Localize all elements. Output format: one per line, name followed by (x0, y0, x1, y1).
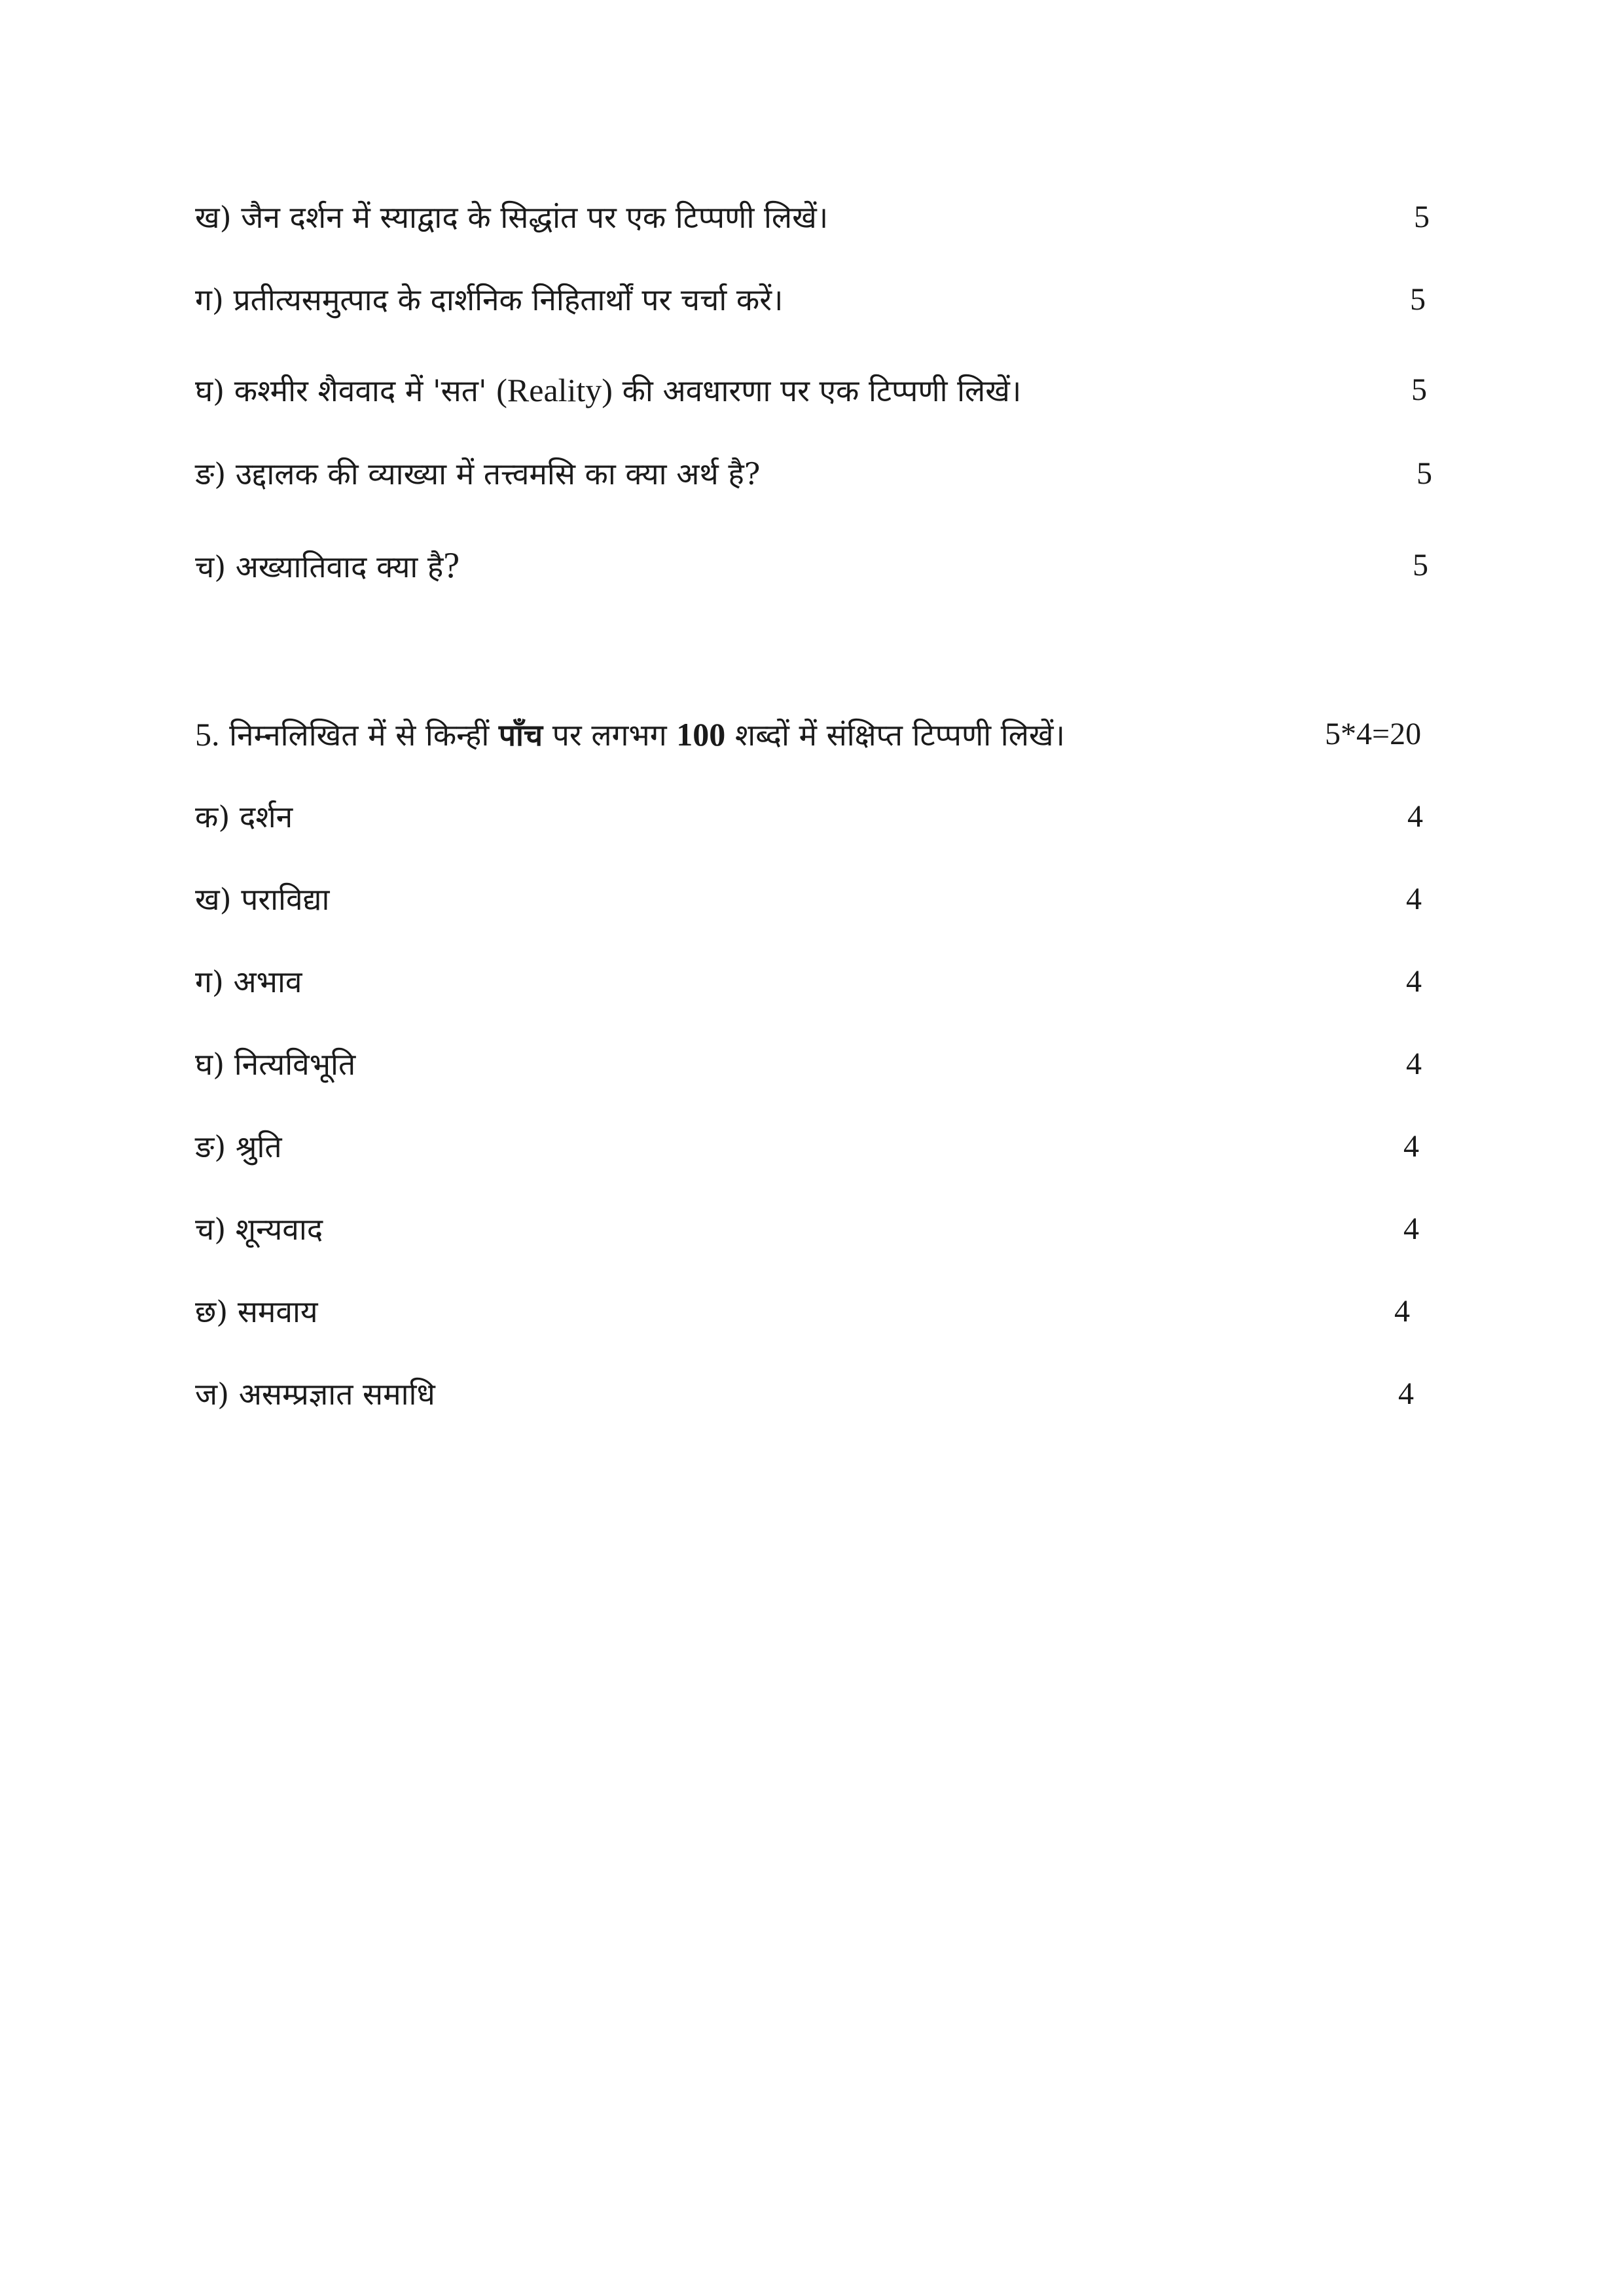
item-marks: 4 (1398, 1376, 1414, 1411)
item-text: च) शून्यवाद (195, 1211, 323, 1247)
item-text: ख) पराविद्या (195, 882, 330, 917)
question-text-part: निम्नलिखित में से किन्हीं (219, 717, 499, 753)
question-text (195, 708, 1065, 761)
item-marks: 4 (1403, 1211, 1419, 1246)
item-text: क) दर्शन (195, 799, 293, 834)
item-marks: 4 (1394, 1294, 1410, 1329)
question-marks: 5 (1410, 282, 1426, 317)
question-text-part: पर लगभग (543, 717, 677, 753)
question-text (195, 539, 460, 593)
item-text: ङ) श्रुति (195, 1129, 282, 1164)
question-text-bold: पाँच (498, 717, 543, 753)
question-text-part: की अवधारणा पर एक टिप्पणी लिखें। (612, 373, 1022, 408)
question-text-part: घ) कश्मीर शैववाद में 'सत' (195, 373, 497, 408)
question-text (195, 364, 1021, 417)
question-marks: 5 (1414, 200, 1430, 234)
item-text: ग) अभाव (195, 964, 302, 999)
question-marks: 5 (1416, 456, 1432, 491)
item-text: घ) नित्यविभूति (195, 1047, 356, 1082)
question-text: ङ) उद्दालक की व्याख्या में तत्त्वमसि का क्या अर्थ है? (195, 456, 761, 492)
item-marks: 4 (1406, 964, 1422, 999)
question-text-part: च) अख्यातिवाद क्या है (195, 549, 444, 584)
item-text: ज) असम्प्रज्ञात समाधि (195, 1376, 435, 1412)
item-marks: 4 (1403, 1129, 1419, 1164)
question-text: ग) प्रतीत्यसमुत्पाद के दार्शनिक निहितार्थों पर चर्चा करें। (195, 282, 784, 317)
question-total-marks: 5*4=20 (1325, 717, 1422, 751)
question-marks: 5 (1413, 548, 1428, 583)
question-text-latin: (Reality) (496, 372, 613, 408)
question-marks: 5 (1411, 372, 1427, 407)
question-text-bold-number: 100 (676, 716, 726, 753)
item-marks: 4 (1407, 799, 1423, 834)
question-number: 5. (195, 716, 220, 753)
item-marks: 4 (1406, 882, 1422, 916)
question-mark: ? (443, 545, 460, 586)
question-text: ख) जैन दर्शन में स्याद्वाद के सिद्धांत पर एक टिप्पणी लिखें। (195, 200, 829, 235)
question-text-part: शब्दों में संक्षिप्त टिप्पणी लिखें। (725, 717, 1065, 753)
item-text: छ) समवाय (195, 1294, 318, 1329)
item-marks: 4 (1406, 1047, 1422, 1081)
